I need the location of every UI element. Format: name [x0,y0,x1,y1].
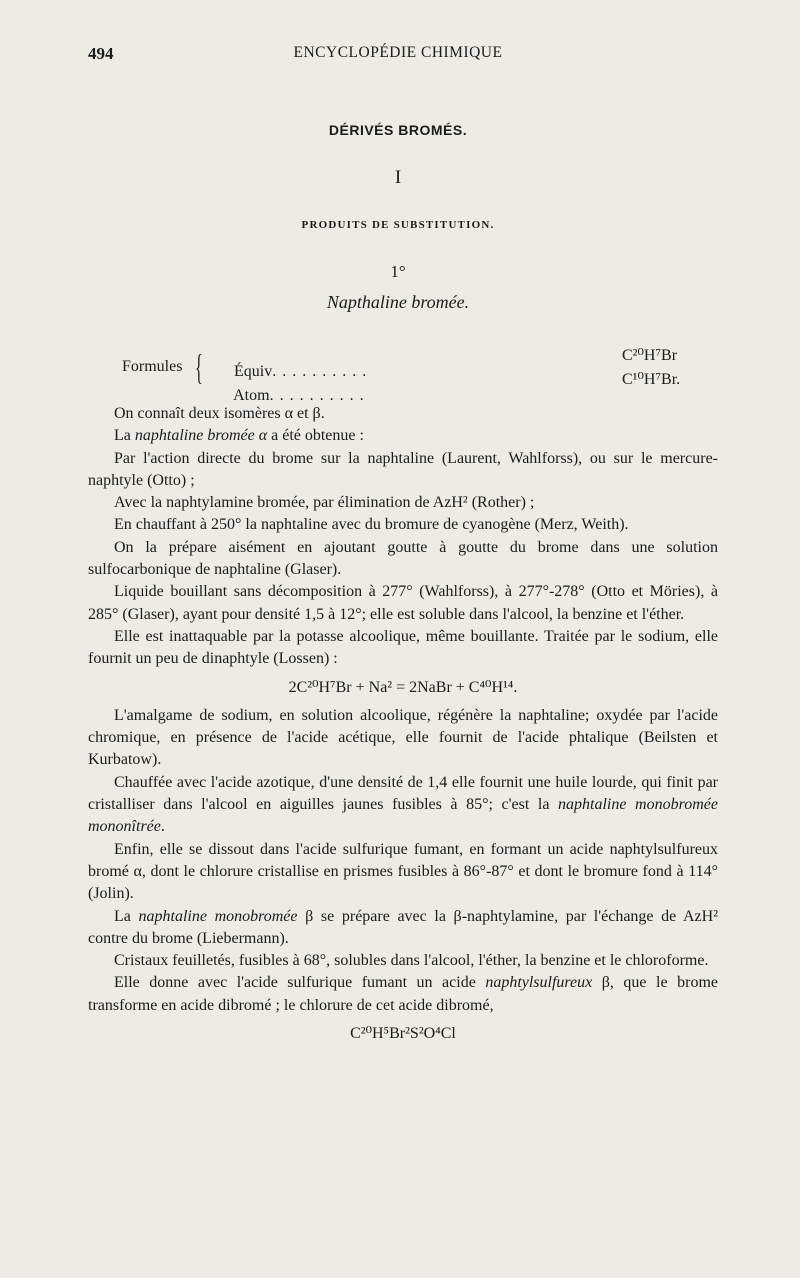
subsection-heading: PRODUITS DE SUBSTITUTION. [301,219,495,231]
paragraph: Chauffée avec l'acide azotique, d'une densité de 1,4 elle fournit une huile lourde, qui finit par cristalliser dans l'alcool en aiguilles jaunes fusibles à 85°; c'est la naphtaline monobromée mononîtrée. [88,773,718,836]
paragraph: On connaît deux isomères α et β. [114,405,325,422]
formula-label: Formules [122,358,183,375]
formula-row-label: Équiv [234,363,273,380]
item-number: 1° [390,262,406,281]
paragraph: En chauffant à 250° la naphtaline avec du bromure de cyanogène (Merz, Weith). [114,516,629,534]
paragraph: Elle est inattaquable par la potasse alcoolique, même bouillante. Traitée par le sodium, elle fournit un peu de dinaphtyle (Lossen) : [88,627,718,668]
brace-symbol: { [195,347,203,387]
paragraph: Liquide bouillant sans décomposition à 277° (Wahlforss), à 277°-278° (Otto et Möries), à 285° (Glaser), ayant pour densité 1,5 à 12°; elle est soluble dans l'alcool, la benzine et l'éther. [88,583,718,623]
page-number: 494 [88,44,114,63]
paragraph: Par l'action directe du brome sur la naphtaline (Laurent, Wahlforss), ou sur le mercure-naphtyle (Otto) ; [88,449,718,489]
section-heading: DÉRIVÉS BROMÉS. [328,122,468,138]
paragraph: L'amalgame de sodium, en solution alcoolique, régénère la naphtaline; oxydée par l'acide chromique, en présence de l'acide acétique, elle fournit de l'acide phtalique (Beilsten et Kurbatow). [88,706,718,769]
paragraph: La naphtaline bromée α a été obtenue : [114,427,364,445]
paragraph: La naphtaline monobromée β se prépare avec la β-naphtylamine, par l'échange de AzH² contre du brome (Liebermann). [88,907,718,947]
paragraph: Enfin, elle se dissout dans l'acide sulfurique fumant, en formant un acide naphtylsulfureux bromé α, dont le chlorure cristallise en prismes fusibles à 86°-87° et dont le bromure fond à 114° (Jolin). [88,840,718,903]
running-title: ENCYCLOPÉDIE CHIMIQUE [293,44,503,61]
paragraph: Cristaux feuilletés, fusibles à 68°, solubles dans l'alcool, l'éther, la benzine et le chloroforme. [114,952,709,970]
italic-term: naphtaline monobromée [138,907,298,925]
formula-row-label: Atom [233,387,270,404]
chemical-formula: C²⁰H⁵Br²S²O⁴Cl [350,1025,456,1043]
compound-title: Napthaline bromée. [326,292,470,312]
paragraph: Elle donne avec l'acide sulfurique fumant un acide naphtylsulfureux β, que le brome transforme en acide dibromé ; le chlorure de cet acide dibromé, [88,974,718,1014]
section-roman-numeral: I [394,167,402,188]
body-text [88,403,718,1051]
italic-term: naphtylsulfureux [485,974,593,992]
formula-value: C²⁰H⁷Br [622,347,678,364]
formula-block [122,345,722,404]
italic-term: naphtaline bromée α [134,427,268,445]
formula-value: C¹⁰H⁷Br. [622,371,681,388]
paragraph: On la prépare aisément en ajoutant goutte à goutte du brome dans une solution sulfocarbonique de naphtaline (Glaser). [88,538,718,579]
paragraph: Avec la naphtylamine bromée, par élimination de AzH² (Rother) ; [114,494,535,512]
page-header [88,44,708,68]
leader-dots: . . . . . . . . . . [272,363,368,380]
leader-dots: . . . . . . . . . . [269,387,365,404]
italic-term: naphtaline monobromée mononîtrée [88,796,718,836]
chemical-equation: 2C²⁰H⁷Br + Na² = 2NaBr + C⁴⁰H¹⁴. [288,678,518,696]
